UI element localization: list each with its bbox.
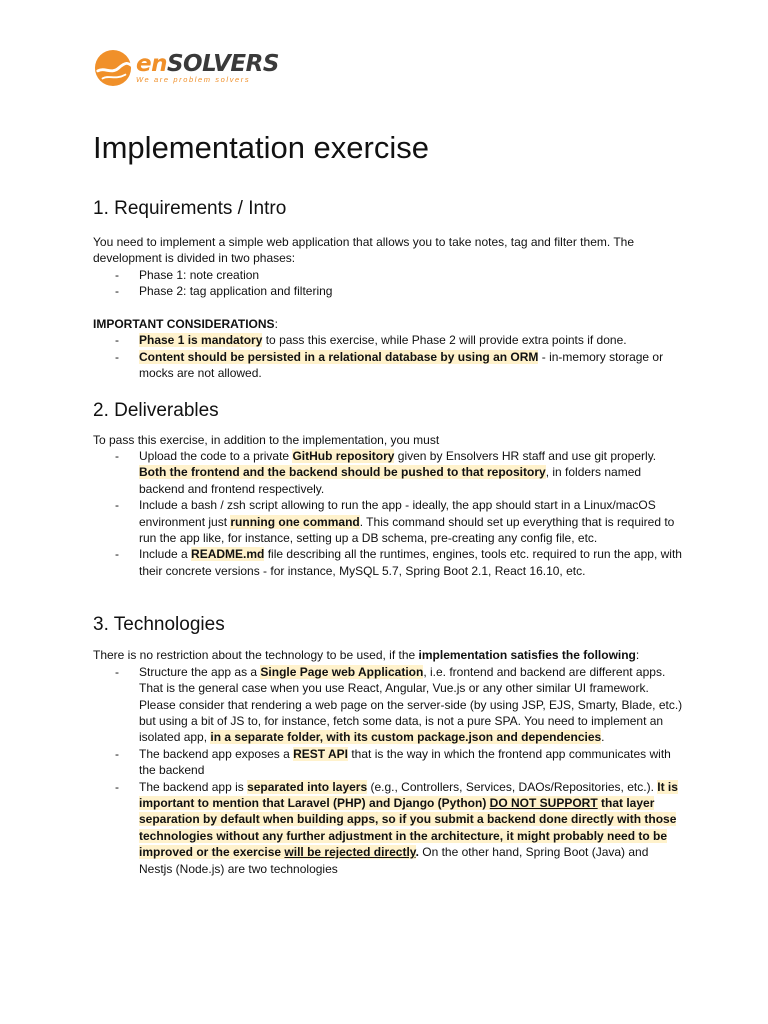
list-item: - The backend app is separated into layers (e.g., Controllers, Services, DAOs/Repositories, etc.). It is important to mention that Laravel (PHP) and Django (Python) DO NOT SUPPORT that layer separation by default when building apps, so if you submit a backend done directly with those technologies without any further adjustment in the architecture, it might probably need to be improved or the exercise will be rejected directly. On the other hand, Spring Boot (Java) and Nestjs (Node.js) are two technologies xyxy=(115,779,678,876)
highlight-text: running one command xyxy=(230,514,360,529)
section-heading-deliverables: 2. Deliverables xyxy=(93,399,219,421)
text: Include a xyxy=(139,547,192,562)
consideration-text: - in-memory storage or mocks are not allowed. xyxy=(139,349,664,381)
important-colon: : xyxy=(274,317,278,332)
section-heading-requirements: 1. Requirements / Intro xyxy=(93,198,287,219)
technologies-intro xyxy=(93,647,683,663)
highlight-text: Single Page web Application xyxy=(260,664,424,679)
text: There is no restriction about the technology to be used, if the xyxy=(93,648,419,663)
list-item: - Phase 2: tag application and filtering xyxy=(115,284,333,299)
list-item: - Include a bash / zsh script allowing to run the app - ideally, the app should start in a Linux/macOS environment just running one command. This command should set up everything that is required to run the app like, for instance, setting up a DB schema, pre-creating any config file, etc. xyxy=(115,498,675,546)
text: , i.e. frontend and backend are different apps. That is the general case when you use React, Angular, Vue.js or any other similar UI framework. Please consider that rendering a web page on the server-side (by using JSP, EJS, Smarty, Blade, etc.) but using a bit of JS to, for instance, fetch some data, is not a pure SPA. You need to implement an isolated app, xyxy=(139,664,683,745)
text: Include a bash / zsh script allowing to run the app - ideally, the app should start in a Linux/macOS environment just xyxy=(139,498,656,529)
document-body xyxy=(93,128,683,877)
text: The backend app exposes a xyxy=(139,746,294,761)
requirements-intro: You need to implement a simple web application that allows you to take notes, tag and filter them. The development is divided in two phases: xyxy=(93,235,634,266)
logo-word-rest: SOLVERS xyxy=(166,51,279,77)
list-item: - Upload the code to a private GitHub repository given by Ensolvers HR staff and use git properly. Both the frontend and the backend should be pushed to that repository, in folders named backend and frontend respectively. xyxy=(115,449,657,496)
highlight-underlined-text: will be rejected directly xyxy=(284,845,416,860)
highlight-text: GitHub repository xyxy=(292,449,395,464)
ensolvers-logo xyxy=(94,49,279,87)
logo-mark-icon xyxy=(94,49,132,87)
highlight-text: that layer separation by default when building apps, so if you submit a backend done directly with those technologies without any further adjustment in the architecture, it might probably need to be improved or the exercise xyxy=(139,795,677,860)
highlight-text: separated into layers xyxy=(247,779,368,794)
highlight-text: in a separate folder, with its custom package.json and dependencies xyxy=(210,730,602,745)
text: . xyxy=(601,730,605,745)
list-item: - Content should be persisted in a relational database by using an ORM - in-memory storage or mocks are not allowed. xyxy=(115,349,664,381)
text: On the other hand, Spring Boot (Java) and Nestjs (Node.js) are two technologies xyxy=(139,845,649,876)
logo-word-first: en xyxy=(136,51,167,77)
highlight-text: It is important to mention that Laravel (PHP) and Django (Python) xyxy=(139,779,678,810)
text: The backend app is xyxy=(139,779,248,794)
text: given by Ensolvers HR staff and use git properly. xyxy=(394,449,657,464)
technologies-list xyxy=(93,664,683,877)
text: , in folders named backend and frontend respectively. xyxy=(139,465,642,496)
text: : xyxy=(635,648,640,663)
bold-text: . xyxy=(415,845,419,860)
highlight-text: Content should be persisted in a relational database by using an ORM xyxy=(139,349,539,364)
important-label-text: IMPORTANT CONSIDERATIONS xyxy=(93,317,275,332)
logo-text xyxy=(136,52,279,84)
phase-list xyxy=(93,267,683,300)
text: (e.g., Controllers, Services, DAOs/Repositories, etc.). xyxy=(367,779,658,794)
phase-2-text: Phase 2: tag application and filtering xyxy=(139,284,333,299)
list-item: - Structure the app as a Single Page web Application, i.e. frontend and backend are different apps. That is the general case when you use React, Angular, Vue.js or any other similar UI framework. Please consider that rendering a web page on the server-side (by using JSP, EJS, Smarty, Blade, etc.) but using a bit of JS to, for instance, fetch some data, is not a pure SPA. You need to implement an isolated app, in a separate folder, with its custom package.json and dependencies. xyxy=(115,664,683,745)
highlight-text: Both the frontend and the backend should be pushed to that repository xyxy=(139,465,546,480)
highlight-text: Phase 1 is mandatory xyxy=(139,333,263,348)
deliverables-intro: To pass this exercise, in addition to the implementation, you must xyxy=(93,432,440,447)
consideration-text: to pass this exercise, while Phase 2 will provide extra points if done. xyxy=(262,333,627,348)
text: file describing all the runtimes, engines, tools etc. required to run the app, with their concrete versions - for instance, MySQL 5.7, Spring Boot 2.1, React 16.10, etc. xyxy=(139,547,682,578)
list-item: - The backend app exposes a REST API that is the way in which the frontend app communicates with the backend xyxy=(115,746,671,778)
highlight-underlined-text: DO NOT SUPPORT xyxy=(489,795,598,810)
list-item: - Phase 1 is mandatory to pass this exercise, while Phase 2 will provide extra points if done. xyxy=(115,333,627,348)
section-heading-technologies: 3. Technologies xyxy=(93,614,225,636)
logo-wordmark xyxy=(136,52,279,76)
important-label xyxy=(93,316,683,332)
phase-1-text: Phase 1: note creation xyxy=(139,267,260,282)
text: Upload the code to a private xyxy=(139,449,293,464)
highlight-text: REST API xyxy=(293,746,349,761)
deliverables-list xyxy=(93,448,683,579)
considerations-list xyxy=(93,332,683,381)
logo-tagline: We are problem solvers xyxy=(136,75,251,84)
bold-text: implementation satisfies the following xyxy=(418,648,636,663)
highlight-text: README.md xyxy=(191,547,265,562)
text: that is the way in which the frontend app communicates with the backend xyxy=(139,746,671,778)
text: Structure the app as a xyxy=(139,664,261,679)
list-item: - Phase 1: note creation xyxy=(115,267,260,282)
page-title: Implementation exercise xyxy=(93,130,429,165)
text: . This command should set up everything that is required to run the app like, for instance, setting up a DB schema, pre-creating any config file, etc. xyxy=(139,514,675,546)
list-item: - Include a README.md file describing all the runtimes, engines, tools etc. required to run the app, with their concrete versions - for instance, MySQL 5.7, Spring Boot 2.1, React 16.10, etc. xyxy=(115,547,682,578)
